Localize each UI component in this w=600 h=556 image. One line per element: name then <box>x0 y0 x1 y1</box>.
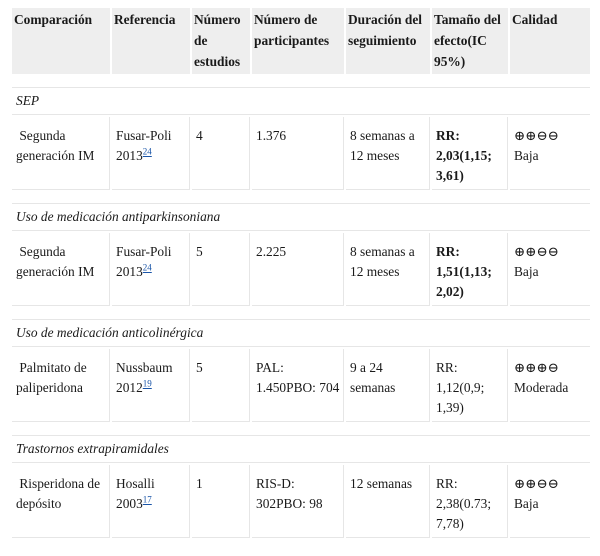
spacer-row <box>12 424 590 433</box>
reference-text: Fusar-Poli 2013 <box>116 128 172 163</box>
cell-reference <box>112 349 190 422</box>
cell-participants: PAL: 1.450PBO: 704 <box>252 349 344 422</box>
header-row <box>12 8 590 74</box>
reference-text: Fusar-Poli 2013 <box>116 244 172 279</box>
cell-comparison <box>12 117 110 190</box>
effect-text: RR: 2,38(0.73; 7,78) <box>436 476 492 531</box>
cell-effect <box>432 117 508 190</box>
header-reference: Referencia <box>112 8 190 74</box>
comparison-text: Segunda generación IM <box>16 244 95 279</box>
section-row <box>12 203 590 231</box>
reference-link[interactable]: 24 <box>142 146 152 157</box>
cell-quality <box>510 117 590 190</box>
comparison-text: Segunda generación IM <box>16 128 95 163</box>
cell-quality <box>510 465 590 538</box>
reference-link[interactable]: 19 <box>142 378 152 389</box>
cell-reference <box>112 233 190 306</box>
header-duration: Duración del seguimiento <box>346 8 430 74</box>
quality-symbols-icon: ⊕⊕⊖⊖ <box>514 244 559 259</box>
section-row <box>12 87 590 115</box>
cell-reference <box>112 465 190 538</box>
header-participants: Número de participantes <box>252 8 344 74</box>
section-title: SEP <box>12 87 590 115</box>
section-title: Trastornos extrapiramidales <box>12 435 590 463</box>
cell-studies: 5 <box>192 233 250 306</box>
cell-participants: 1.376 <box>252 117 344 190</box>
reference-text: Hosalli 2003 <box>116 476 155 511</box>
section-title: Uso de medicación antiparkinsoniana <box>12 203 590 231</box>
section-row <box>12 435 590 463</box>
cell-studies: 1 <box>192 465 250 538</box>
quality-symbols-icon: ⊕⊕⊖⊖ <box>514 476 559 491</box>
quality-label: Baja <box>514 148 539 163</box>
cell-duration: 8 semanas a 12 meses <box>346 117 430 190</box>
quality-label: Baja <box>514 264 539 279</box>
header-quality: Calidad <box>510 8 590 74</box>
cell-comparison <box>12 465 110 538</box>
spacer-row <box>12 308 590 317</box>
effect-text: RR: 1,51(1,13; 2,02) <box>436 244 492 299</box>
quality-symbols-icon: ⊕⊕⊕⊖ <box>514 360 559 375</box>
cell-effect <box>432 349 508 422</box>
cell-effect <box>432 233 508 306</box>
header-effect: Tamaño del efecto(IC 95%) <box>432 8 508 74</box>
evidence-table <box>10 6 592 540</box>
quality-symbols-icon: ⊕⊕⊖⊖ <box>514 128 559 143</box>
cell-quality <box>510 233 590 306</box>
cell-participants: 2.225 <box>252 233 344 306</box>
effect-text: RR: 2,03(1,15; 3,61) <box>436 128 492 183</box>
cell-studies: 4 <box>192 117 250 190</box>
comparison-text: Risperidona de depósito <box>16 476 101 511</box>
section-title: Uso de medicación anticolinérgica <box>12 319 590 347</box>
header-comparison: Comparación <box>12 8 110 74</box>
spacer-row <box>12 76 590 85</box>
comparison-text: Palmitato de paliperidona <box>16 360 87 395</box>
cell-quality <box>510 349 590 422</box>
quality-label: Moderada <box>514 380 569 395</box>
section-row <box>12 319 590 347</box>
cell-duration: 9 a 24 semanas <box>346 349 430 422</box>
cell-duration: 8 semanas a 12 meses <box>346 233 430 306</box>
cell-participants: RIS-D: 302PBO: 98 <box>252 465 344 538</box>
cell-comparison <box>12 233 110 306</box>
effect-text: RR: 1,12(0,9; 1,39) <box>436 360 485 415</box>
table-row <box>12 465 590 538</box>
table-row <box>12 233 590 306</box>
cell-comparison <box>12 349 110 422</box>
cell-duration: 12 semanas <box>346 465 430 538</box>
table-row <box>12 117 590 190</box>
reference-link[interactable]: 17 <box>142 494 152 505</box>
cell-effect <box>432 465 508 538</box>
quality-label: Baja <box>514 496 539 511</box>
table-row <box>12 349 590 422</box>
header-studies: Número de estudios <box>192 8 250 74</box>
reference-link[interactable]: 24 <box>142 262 152 273</box>
cell-studies: 5 <box>192 349 250 422</box>
cell-reference <box>112 117 190 190</box>
spacer-row <box>12 192 590 201</box>
reference-text: Nussbaum 2012 <box>116 360 173 395</box>
